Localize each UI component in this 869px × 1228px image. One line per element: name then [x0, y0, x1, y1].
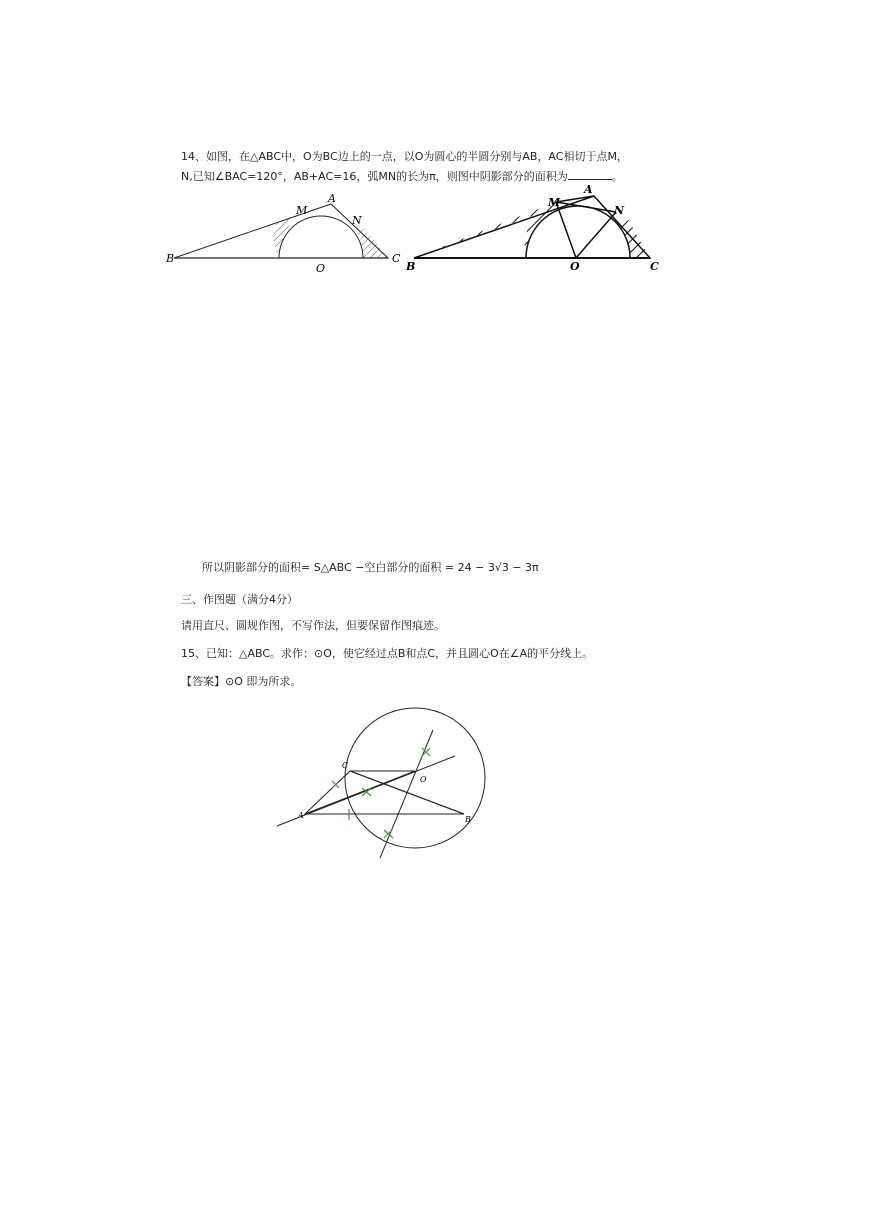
label-a: A [328, 192, 336, 205]
label-o: O [316, 262, 326, 275]
q15-question: 15、已知：△ABC。求作：⊙O，使它经过点B和点C，并且圆心O在∠A的平分线上。 [181, 647, 594, 660]
am [556, 196, 594, 202]
label-n: N [352, 214, 362, 227]
o-to-a [305, 771, 415, 814]
label-o2: O [570, 260, 580, 273]
label-o: O [420, 775, 427, 784]
q14-line2-end: 。 [611, 170, 623, 183]
q14-answer: 所以阴影部分的面积= S△ABC −空白部分的面积 = 24 − 3√3 − 3π [202, 561, 539, 574]
circle-o [345, 708, 485, 848]
label-c2: C [650, 260, 659, 273]
section-instruction: 请用直尺、圆规作图，不写作法，但要保留作图痕迹。 [181, 619, 445, 632]
label-m2: M [548, 196, 561, 209]
label-n2: N [614, 204, 625, 217]
label-b2: B [406, 260, 416, 273]
q14-figure-2 [404, 184, 674, 274]
q14-line2 [181, 168, 623, 184]
label-a: A [298, 811, 304, 820]
answer-blank [568, 170, 612, 180]
section-heading: 三、作图题（满分4分） [181, 593, 298, 606]
label-b: B [166, 252, 175, 265]
triangle-abc [305, 771, 464, 814]
label-b: B [465, 815, 471, 824]
label-c: C [342, 761, 349, 770]
q15-figure [272, 702, 502, 872]
perp-bisector [380, 730, 433, 858]
label-a2: A [584, 184, 593, 196]
label-c: C [392, 252, 401, 265]
label-m: M [296, 204, 308, 217]
q14-line1: 14、如图，在△ABC中，O为BC边上的一点，以O为圆心的半圆分别与AB，AC相切于点M， [181, 150, 628, 163]
q15-answer: 【答案】⊙O 即为所求。 [181, 675, 302, 688]
q14-line2-text: N,已知∠BAC=120°，AB+AC=16，弧MN的长为π，则图中阴影部分的面积为 [181, 170, 568, 183]
q14-figure-1 [166, 186, 406, 276]
